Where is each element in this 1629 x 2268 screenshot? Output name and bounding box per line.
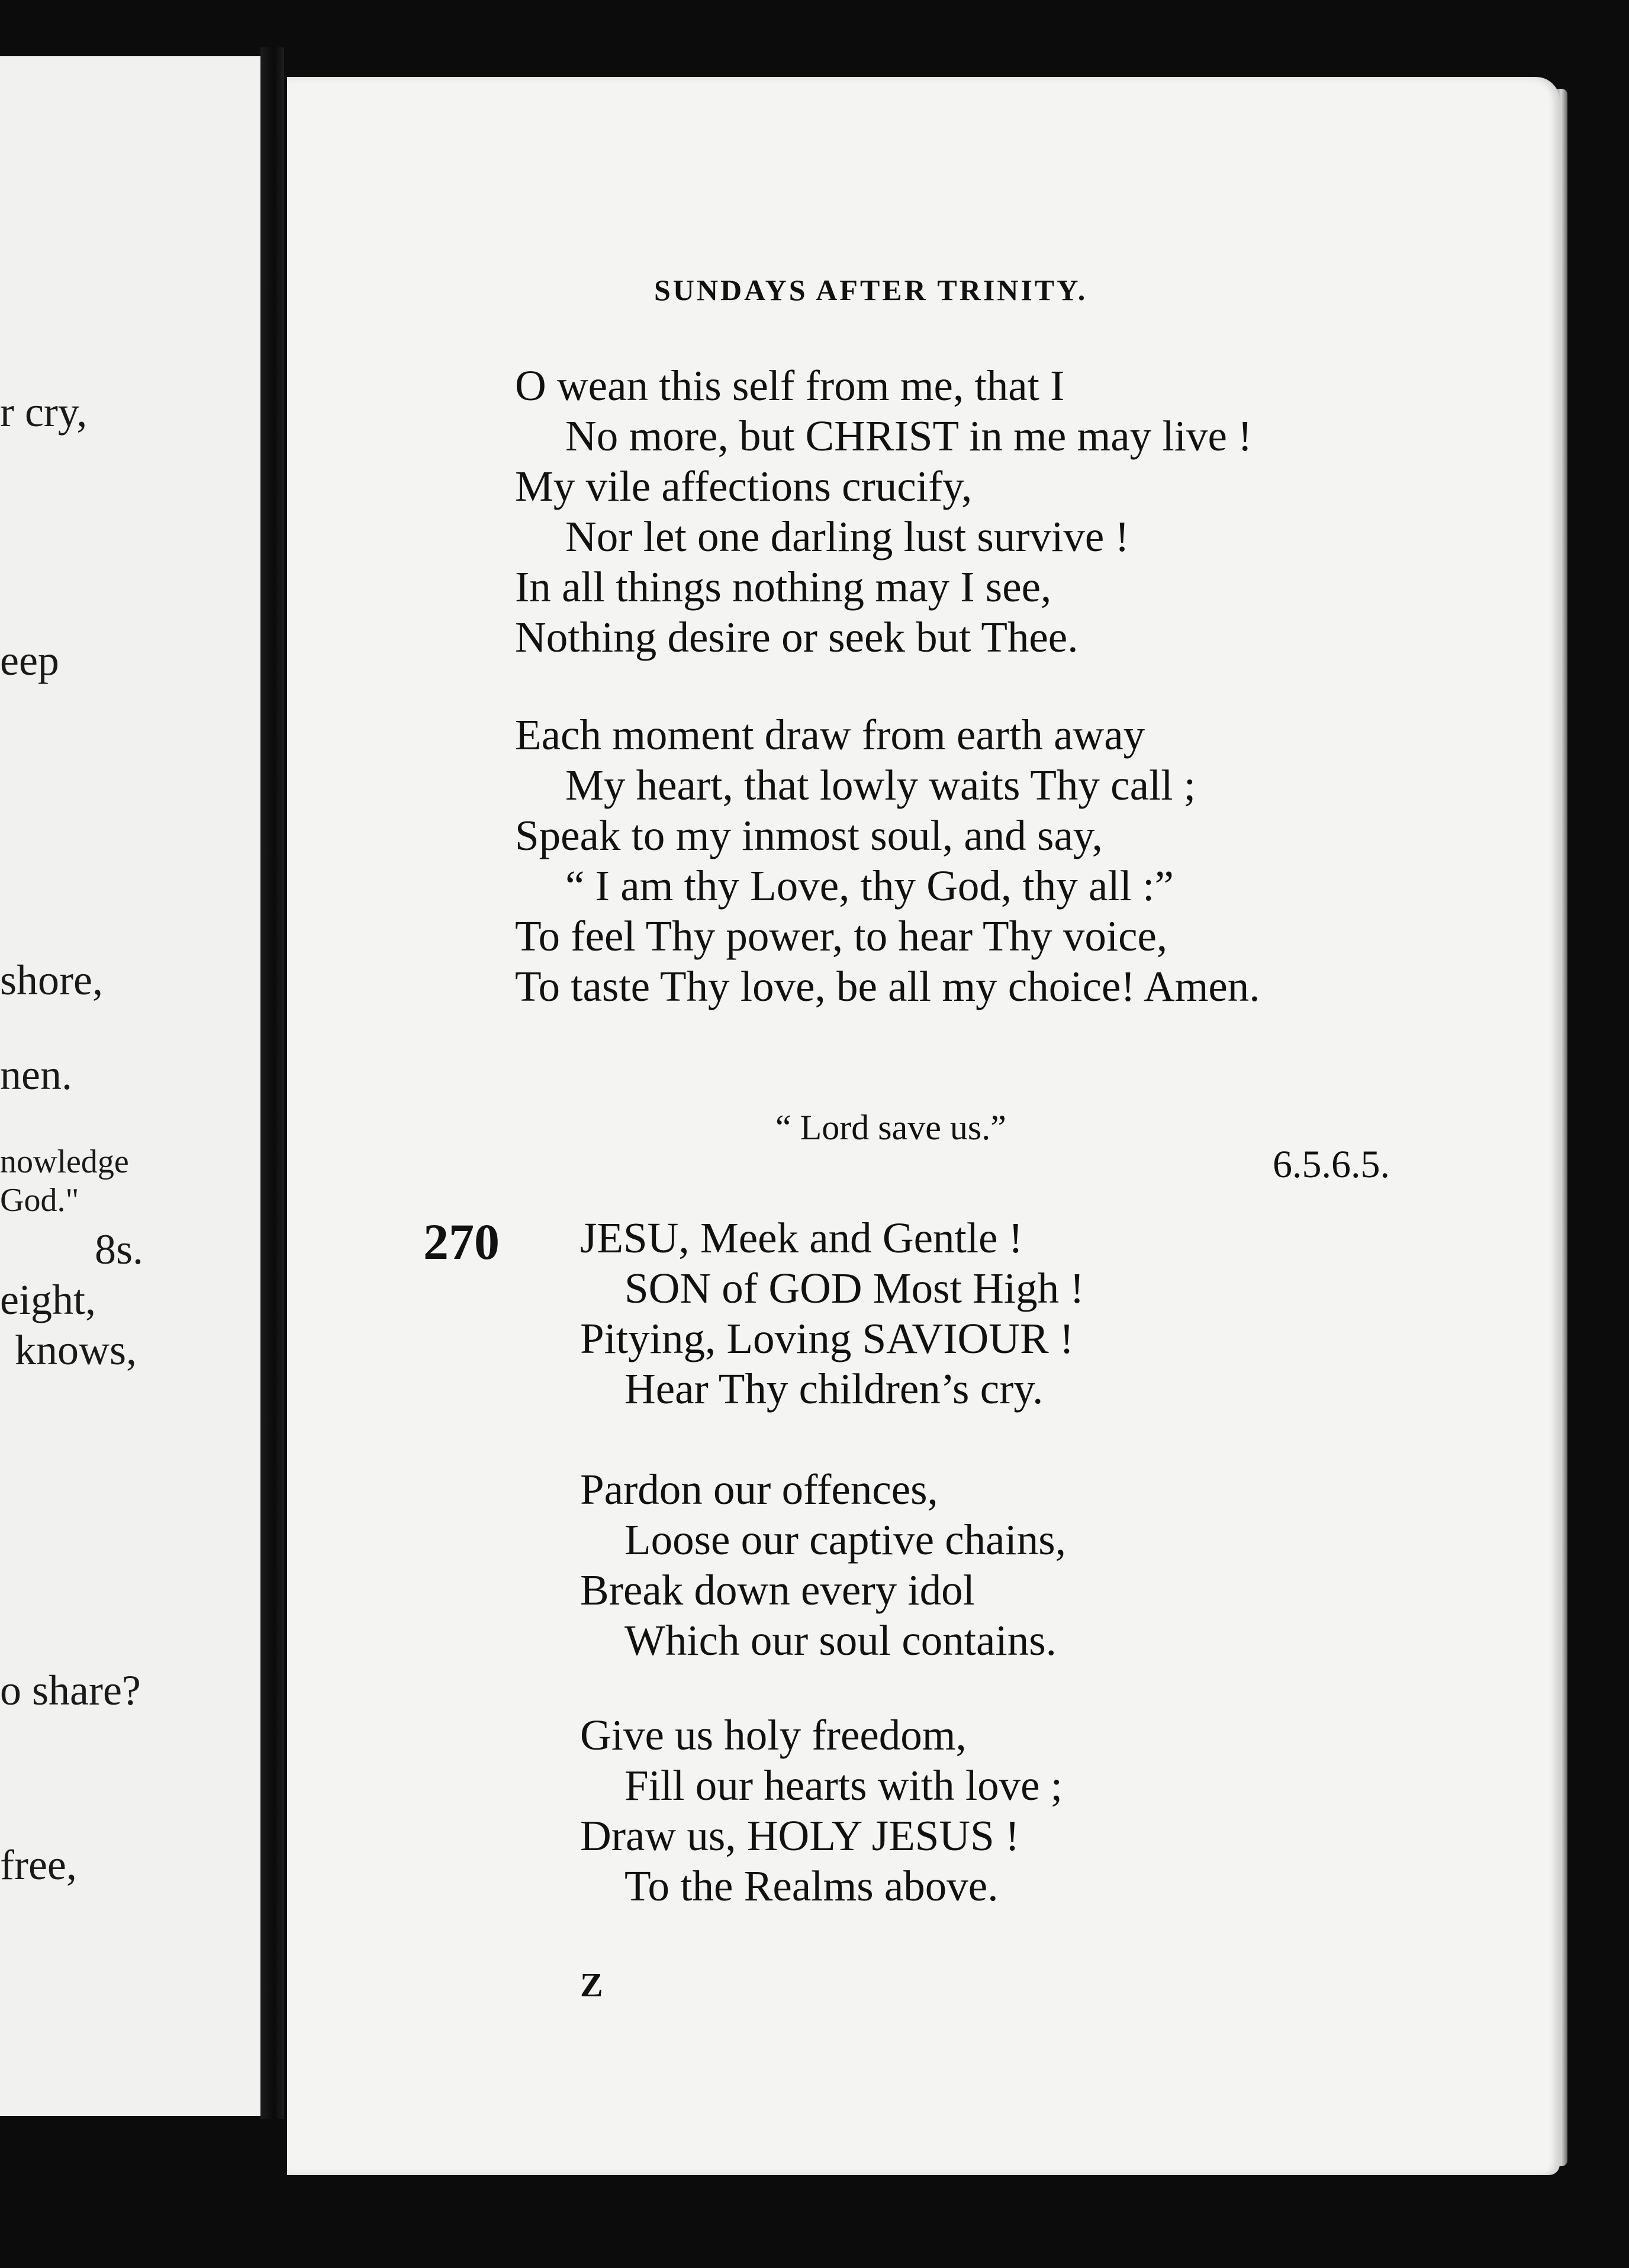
verse-line: Fill our hearts with love ; <box>624 1761 1063 1809</box>
hymn-page <box>287 77 1560 2175</box>
left-fragment: 8s. <box>95 1226 144 1273</box>
verse-line: “ I am thy Love, thy God, thy all :” <box>565 862 1174 910</box>
hymn-meter: 6.5.6.5. <box>1273 1143 1390 1186</box>
verse-line: JESU, Meek and Gentle ! <box>580 1214 1023 1262</box>
left-fragment: r cry, <box>0 388 88 436</box>
signature-mark: Z <box>580 1966 603 2004</box>
hymn-title: “ Lord save us.” <box>775 1108 1006 1147</box>
verse-line: To feel Thy power, to hear Thy voice, <box>515 912 1168 960</box>
left-fragment: God." <box>0 1182 79 1219</box>
verse-line: No more, but CHRIST in me may live ! <box>565 412 1253 460</box>
verse-line: O wean this self from me, that I <box>515 362 1065 410</box>
facing-page <box>0 56 282 2116</box>
verse-line: Nothing desire or seek but Thee. <box>515 613 1079 661</box>
left-fragment: nen. <box>0 1051 72 1098</box>
verse-line: Break down every idol <box>580 1566 975 1614</box>
verse-line: Pitying, Loving SAVIOUR ! <box>580 1315 1074 1362</box>
verse-line: Which our soul contains. <box>624 1616 1057 1664</box>
book-gutter <box>260 47 284 2119</box>
verse-line: SON of GOD Most High ! <box>624 1264 1084 1312</box>
left-fragment: eight, <box>0 1276 96 1323</box>
left-fragment: free, <box>0 1841 77 1889</box>
verse-line: Speak to my inmost soul, and say, <box>515 811 1103 859</box>
left-fragment: knows, <box>15 1326 137 1374</box>
verse-line: Hear Thy children’s cry. <box>624 1365 1044 1413</box>
verse-line: In all things nothing may I see, <box>515 563 1052 611</box>
verse-line: To taste Thy love, be all my choice! Amen. <box>515 962 1260 1010</box>
left-fragment: o share? <box>0 1667 141 1714</box>
running-head: SUNDAYS AFTER TRINITY. <box>654 273 1088 307</box>
left-fragment: eep <box>0 637 59 684</box>
verse-line: Draw us, HOLY JESUS ! <box>580 1812 1020 1860</box>
hymn-number: 270 <box>423 1213 500 1270</box>
left-fragment: nowledge <box>0 1143 129 1180</box>
verse-line: My heart, that lowly waits Thy call ; <box>565 761 1196 809</box>
verse-line: Nor let one darling lust survive ! <box>565 513 1129 560</box>
verse-line: To the Realms above. <box>624 1862 999 1910</box>
verse-line: Give us holy freedom, <box>580 1711 967 1759</box>
verse-line: Each moment draw from earth away <box>515 711 1145 759</box>
verse-line: Pardon our offences, <box>580 1465 938 1513</box>
verse-line: My vile affections crucify, <box>515 462 973 510</box>
left-fragment: shore, <box>0 956 103 1004</box>
verse-line: Loose our captive chains, <box>624 1516 1066 1564</box>
